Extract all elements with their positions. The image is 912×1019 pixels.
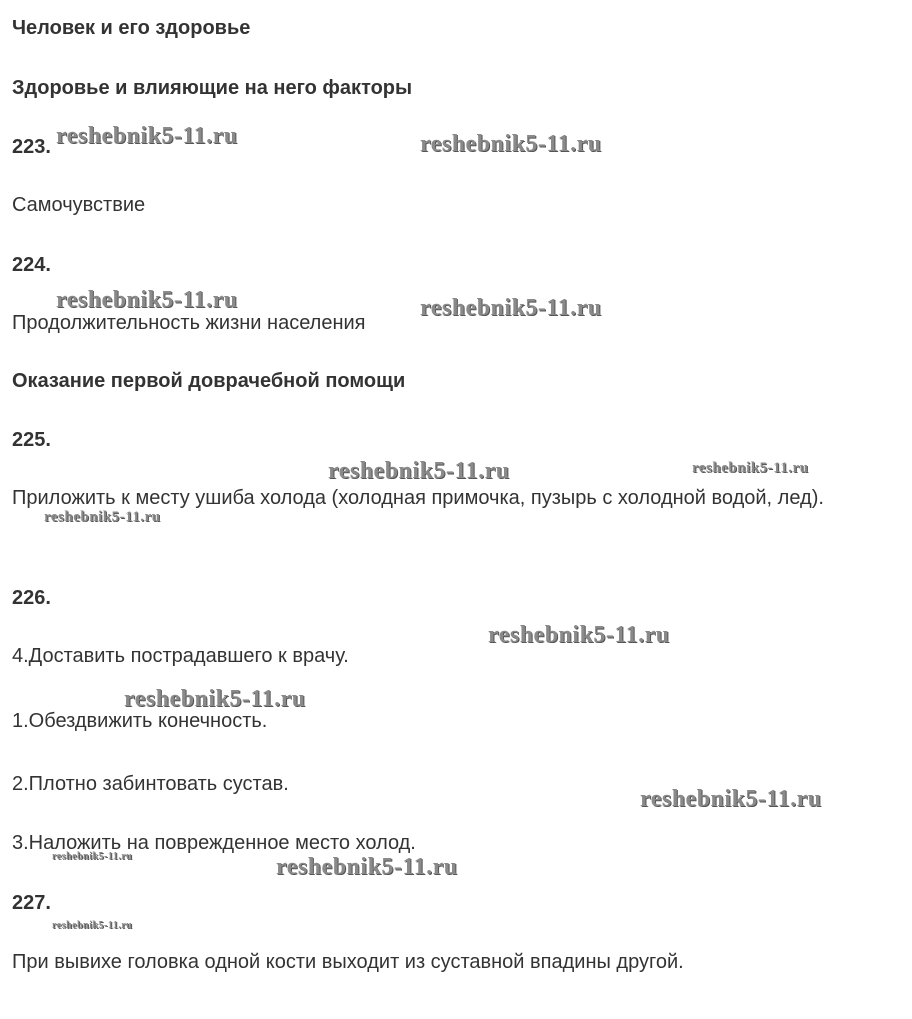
watermark: reshebnik5-11.ru [52, 851, 133, 862]
watermark: reshebnik5-11.ru [420, 295, 602, 321]
task-number-225: 225. [12, 429, 51, 451]
task-answer-227: При вывихе головка одной кости выходит из суставной впадины другой. [12, 951, 684, 973]
task-step: 1.Обездвижить конечность. [12, 710, 268, 732]
task-number-227: 227. [12, 892, 51, 914]
task-answer-224: Продолжительность жизни населения [12, 312, 366, 334]
watermark: reshebnik5-11.ru [56, 287, 238, 313]
subsection-title: Здоровье и влияющие на него факторы [12, 77, 413, 99]
watermark: reshebnik5-11.ru [420, 131, 602, 157]
task-answer-225: Приложить к месту ушиба холода (холодная примочка, пузырь с холодной водой, лед). [12, 487, 824, 509]
watermark: reshebnik5-11.ru [56, 123, 238, 149]
task-step: 4.Доставить пострадавшего к врачу. [12, 645, 349, 667]
watermark: reshebnik5-11.ru [52, 920, 133, 931]
watermark: reshebnik5-11.ru [276, 854, 458, 880]
watermark: reshebnik5-11.ru [488, 622, 670, 648]
task-step: 3.Наложить на поврежденное место холод. [12, 832, 416, 854]
section-title: Человек и его здоровье [12, 17, 251, 39]
watermark: reshebnik5-11.ru [640, 786, 822, 812]
watermark: reshebnik5-11.ru [692, 460, 809, 476]
task-number-223: 223. [12, 136, 51, 158]
task-number-224: 224. [12, 254, 51, 276]
task-answer-223: Самочувствие [12, 194, 146, 216]
task-step: 2.Плотно забинтовать сустав. [12, 773, 289, 795]
watermark: reshebnik5-11.ru [44, 509, 161, 525]
watermark: reshebnik5-11.ru [124, 686, 306, 712]
subsection-title: Оказание первой доврачебной помощи [12, 370, 406, 392]
task-number-226: 226. [12, 587, 51, 609]
watermark: reshebnik5-11.ru [328, 458, 510, 484]
